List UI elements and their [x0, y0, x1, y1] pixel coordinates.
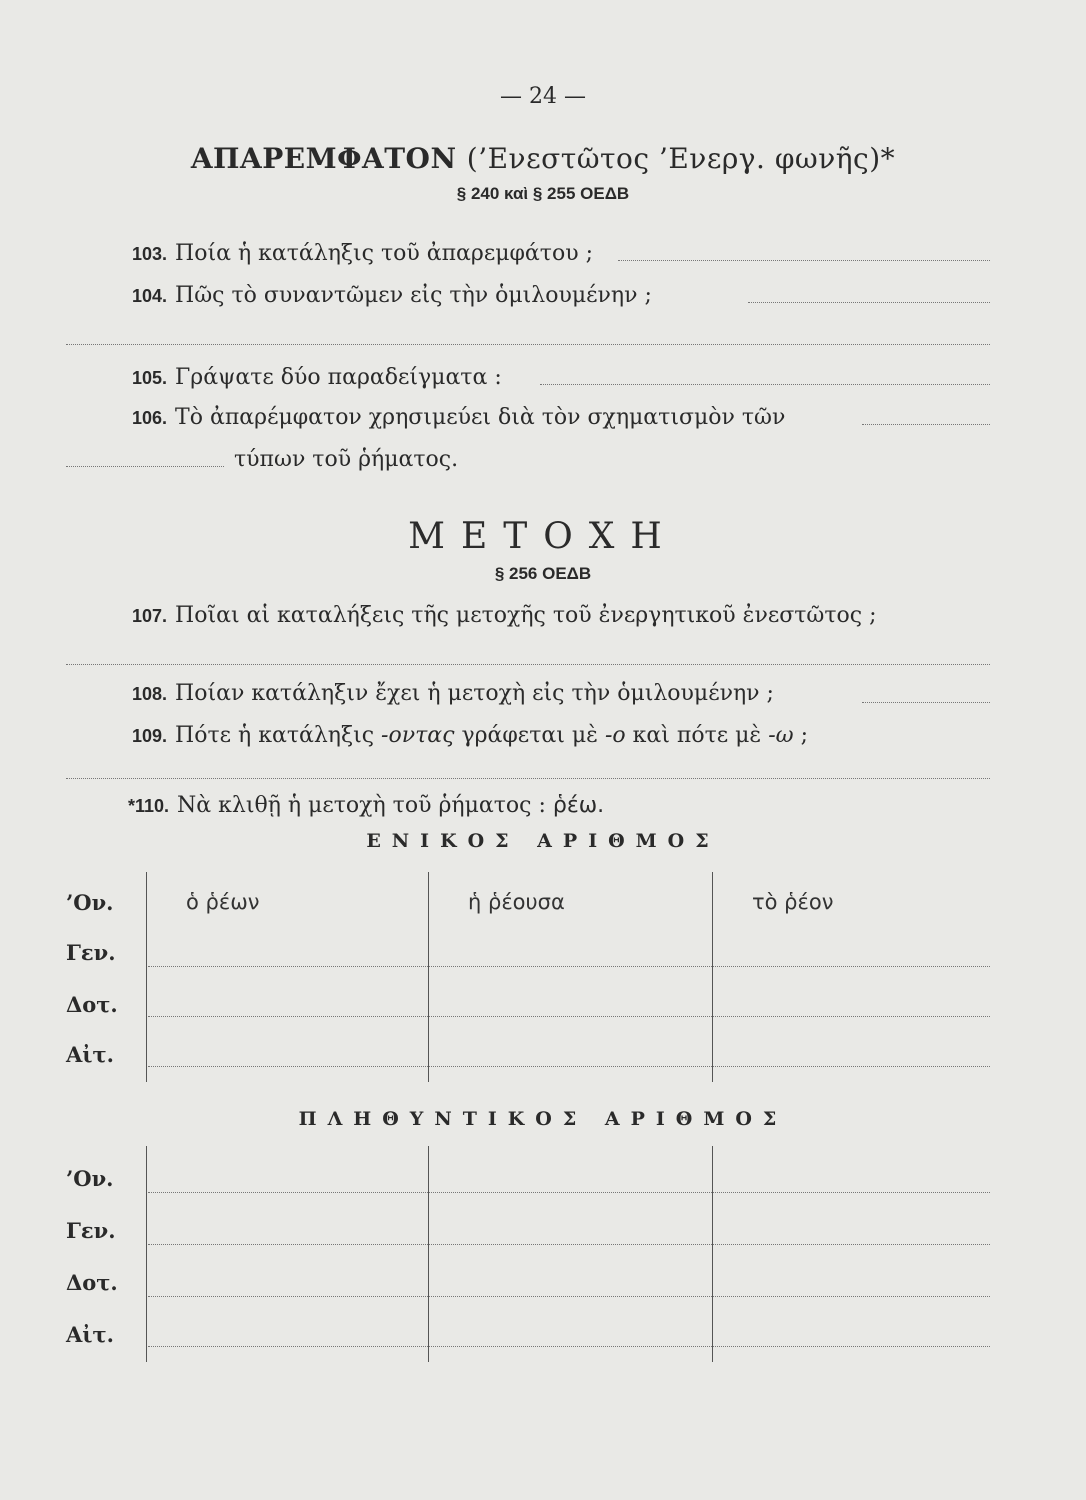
column-divider [428, 1146, 429, 1362]
question-104: 104. Πῶς τὸ συναντῶμεν εἰς τὴν ὁμιλουμένην ; [132, 283, 652, 308]
answer-line[interactable] [148, 1016, 990, 1017]
title-sub: (’Ενεστῶτος ’Ενεργ. φωνῆς)* [466, 142, 896, 175]
answer-line[interactable] [862, 702, 990, 703]
question-108: 108. Ποίαν κατάληξιν ἔχει ἡ μετοχὴ εἰς τὴν ὁμιλουμένην ; [132, 681, 774, 706]
answer-line[interactable] [618, 260, 990, 261]
nominative-neuter: τὸ ῥέον [752, 890, 834, 914]
column-divider [712, 1146, 713, 1362]
answer-line[interactable] [66, 466, 224, 467]
answer-line[interactable] [148, 1346, 990, 1347]
case-genitive: Γεν. [66, 1218, 116, 1243]
answer-line[interactable] [66, 778, 990, 779]
answer-line[interactable] [148, 1244, 990, 1245]
column-divider [712, 872, 713, 1082]
page-title [0, 142, 1086, 175]
column-divider [146, 872, 147, 1082]
reference-2: § 256 ΟΕΔΒ [494, 564, 592, 583]
case-nominative: ’Ον. [66, 890, 114, 915]
page-number: — 24 — [500, 84, 586, 109]
question-106-continuation: τύπων τοῦ ῥήματος. [234, 447, 459, 472]
answer-line[interactable] [862, 424, 990, 425]
answer-line[interactable] [66, 344, 990, 345]
answer-line[interactable] [748, 302, 990, 303]
question-105: 105. Γράψατε δύο παραδείγματα : [132, 365, 502, 390]
question-110: *110. Νὰ κλιθῇ ἡ μετοχὴ τοῦ ῥήματος : ῥέω. [128, 793, 605, 818]
question-109: 109. Πότε ἡ κατάληξις -οντας γράφεται μὲ -ο καὶ πότε μὲ -ω ; [132, 723, 809, 748]
answer-line[interactable] [66, 664, 990, 665]
column-divider [428, 872, 429, 1082]
plural-header: ΠΛΗΘΥΝΤΙΚΟΣ ΑΡΙΘΜΟΣ [298, 1108, 788, 1130]
case-dative: Δοτ. [66, 1270, 118, 1295]
reference-1: § 240 καὶ § 255 ΟΕΔΒ [456, 184, 630, 203]
case-nominative: ’Ον. [66, 1166, 114, 1191]
question-106: 106. Τὸ ἀπαρέμφατον χρησιμεύει διὰ τὸν σχηματισμὸν τῶν [132, 405, 786, 430]
answer-line[interactable] [148, 1192, 990, 1193]
question-107: 107. Ποῖαι αἱ καταλήξεις τῆς μετοχῆς τοῦ ἐνεργητικοῦ ἐνεστῶτος ; [132, 603, 877, 628]
singular-header: ΕΝΙΚΟΣ ΑΡΙΘΜΟΣ [366, 830, 720, 852]
title-main: ΑΠΑΡΕΜΦΑΤΟΝ [190, 142, 457, 175]
case-dative: Δοτ. [66, 992, 118, 1017]
answer-line[interactable] [148, 966, 990, 967]
column-divider [146, 1146, 147, 1362]
nominative-feminine: ἡ ῥέουσα [468, 890, 565, 914]
case-genitive: Γεν. [66, 940, 116, 965]
answer-line[interactable] [540, 384, 990, 385]
answer-line[interactable] [148, 1066, 990, 1067]
section-title: ΜΕΤΟΧΗ [408, 516, 678, 557]
answer-line[interactable] [148, 1296, 990, 1297]
case-accusative: Αἰτ. [66, 1322, 114, 1347]
case-accusative: Αἰτ. [66, 1042, 114, 1067]
nominative-masculine: ὁ ῥέων [186, 890, 260, 914]
question-103: 103. Ποία ἡ κατάληξις τοῦ ἀπαρεμφάτου ; [132, 241, 593, 266]
